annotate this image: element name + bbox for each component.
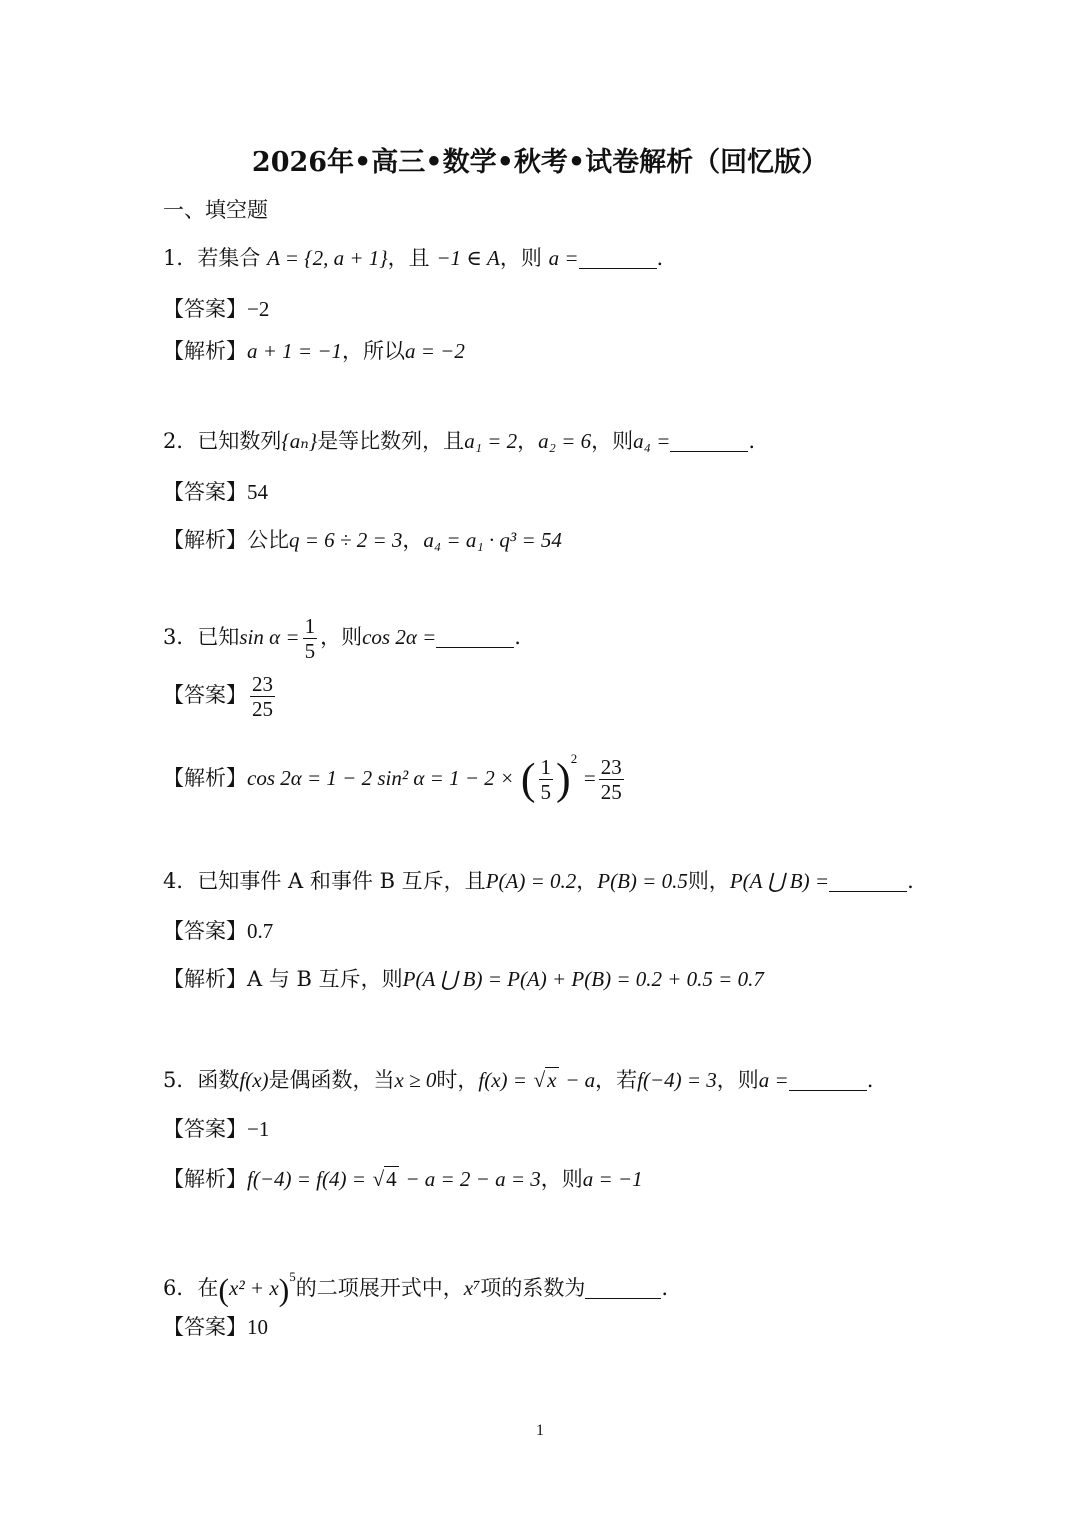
math-expression: {aₙ} xyxy=(281,429,318,453)
question-6: 6．在$(x^2 + x)^5$的二项展开式中，x⁷项的系数为 . xyxy=(163,1269,669,1308)
math-expression: f(−4) = f(4) = xyxy=(247,1167,366,1191)
analysis-text: ，所以 xyxy=(342,339,406,363)
question-text: 函数 xyxy=(197,1068,240,1092)
page-title: 2026年•高三•数学•秋考•试卷解析（回忆版） xyxy=(251,147,829,178)
question-text: ， xyxy=(517,429,539,453)
question-text: ，且 xyxy=(387,246,430,270)
math-expression: cos 2α = 1 − 2 sin² α = 1 − 2 × xyxy=(247,766,515,790)
math-expression: a = −1 xyxy=(582,1167,643,1191)
question-1: 1．若集合 A = {2, a + 1}，且 −1 ∈ A，则 a = . xyxy=(163,246,664,270)
analysis-text: ， xyxy=(402,528,424,552)
answer-blank xyxy=(579,248,657,269)
question-text: 已知 xyxy=(197,625,240,649)
analysis-text: A 与 B 互斥，则 xyxy=(247,967,403,991)
math-expression: = xyxy=(583,766,596,790)
section-heading: 一、填空题 xyxy=(163,198,268,222)
fraction-numerator: 23 xyxy=(600,755,622,779)
math-expression: − a xyxy=(565,1068,596,1092)
math-expression: sin α = xyxy=(239,625,300,649)
exponent: 5 xyxy=(289,1269,296,1284)
answer-value: −2 xyxy=(247,297,270,321)
analysis-label: 【解析】 xyxy=(163,967,247,991)
question-text: 时， xyxy=(436,1068,479,1092)
answer-value: −1 xyxy=(247,1117,270,1141)
fraction-denominator: 25 xyxy=(252,697,273,721)
answer-label: 【答案】 xyxy=(163,1315,247,1339)
math-expression: − a = 2 − a = 3 xyxy=(405,1167,541,1191)
answer-label: 【答案】 xyxy=(163,297,247,321)
math-expression: x ≥ 0 xyxy=(394,1068,437,1092)
question-4: 4．已知事件 A 和事件 B 互斥，且P(A) = 0.2，P(B) = 0.5则，P(A ⋃ B) = . xyxy=(163,869,914,893)
analysis-label: 【解析】 xyxy=(163,1167,247,1191)
fraction-denominator: 5 xyxy=(540,780,552,804)
math-expression: P(A ⋃ B) = xyxy=(729,869,830,893)
analysis-label: 【解析】 xyxy=(163,528,247,552)
answer-fraction xyxy=(250,672,275,721)
math-expression: A = {2, a + 1} xyxy=(267,246,388,270)
radicand: x xyxy=(547,1068,557,1092)
exponent: 2 xyxy=(570,751,578,766)
radicand: 4 xyxy=(386,1167,397,1191)
answer-label: 【答案】 xyxy=(163,919,247,943)
question-text: 则， xyxy=(687,869,730,893)
fraction-denominator: 5 xyxy=(304,639,316,663)
question-text: 若集合 xyxy=(197,246,261,270)
math-expression: a = −2 xyxy=(405,339,465,363)
question-text: 项的系数为 xyxy=(480,1276,586,1300)
analysis-text: 公比 xyxy=(247,528,289,552)
question-number: 4． xyxy=(163,869,198,893)
question-text: ，则 xyxy=(716,1068,759,1092)
answer-6 xyxy=(163,1312,268,1342)
math-expression: a = xyxy=(758,1068,789,1092)
answer-label: 【答案】 xyxy=(163,1117,247,1141)
math-expression: f(x) xyxy=(239,1068,269,1092)
analysis-4 xyxy=(163,964,764,994)
analysis-label: 【解析】 xyxy=(163,339,247,363)
question-text: ，若 xyxy=(595,1068,638,1092)
question-text: 是偶函数，当 xyxy=(268,1068,395,1092)
question-text: 是等比数列，且 xyxy=(317,429,465,453)
math-expression: P(B) = 0.5 xyxy=(597,869,688,893)
answer-blank xyxy=(789,1070,867,1091)
math-expression: a₄ = xyxy=(633,429,671,453)
question-number: 5． xyxy=(163,1068,198,1092)
answer-blank xyxy=(670,431,748,452)
math-expression: −1 ∈ A xyxy=(436,246,500,270)
question-3: 3．已知sin α = $\frac{1}{5}$ ，则cos 2α = . xyxy=(163,614,521,663)
answer-blank xyxy=(829,871,907,892)
answer-3 xyxy=(163,672,278,721)
analysis-text: ，则 xyxy=(540,1167,583,1191)
answer-blank xyxy=(585,1278,661,1299)
fraction xyxy=(303,614,318,663)
fraction xyxy=(539,755,554,804)
question-text: 已知数列 xyxy=(197,429,282,453)
question-text: 已知事件 A 和事件 B 互斥，且 xyxy=(197,869,486,893)
answer-1 xyxy=(163,294,269,324)
math-expression: P(A ⋃ B) = P(A) + P(B) = 0.2 + 0.5 = 0.7 xyxy=(402,967,764,991)
answer-4 xyxy=(163,916,273,946)
fraction-numerator: 1 xyxy=(304,614,316,638)
answer-label: 【答案】 xyxy=(163,480,247,504)
question-text: ， xyxy=(576,869,598,893)
question-text: ，则 xyxy=(320,625,363,649)
math-expression: P(A) = 0.2 xyxy=(485,869,577,893)
analysis-1 xyxy=(163,336,465,366)
question-text: 的二项展开式中， xyxy=(295,1276,464,1300)
analysis-5 xyxy=(163,1164,643,1194)
analysis-2 xyxy=(163,525,562,555)
math-expression: a = xyxy=(548,246,579,270)
math-expression: x² + x xyxy=(229,1276,279,1300)
answer-value: 54 xyxy=(247,480,268,504)
answer-label: 【答案】 xyxy=(163,683,247,707)
question-number: 6． xyxy=(163,1276,198,1300)
answer-blank xyxy=(436,627,514,648)
math-expression: a₁ = 2 xyxy=(464,429,518,453)
fraction-numerator: 1 xyxy=(540,755,552,779)
fraction-denominator: 25 xyxy=(600,780,622,804)
square-root: √4 xyxy=(372,1167,397,1191)
square-root: √x xyxy=(533,1068,557,1092)
question-text: 在 xyxy=(197,1276,219,1300)
fraction xyxy=(599,755,624,804)
question-5: 5．函数f(x)是偶函数，当x ≥ 0时，f(x) = √x − a，若f(−4) = 3，则a = . xyxy=(163,1065,873,1095)
answer-2 xyxy=(163,477,268,507)
math-expression: cos 2α = xyxy=(362,625,437,649)
math-expression: f(x) = xyxy=(478,1068,527,1092)
math-expression: x⁷ xyxy=(463,1276,481,1300)
fraction-numerator: 23 xyxy=(252,672,273,696)
analysis-3: 【解析】cos 2α = 1 − 2 sin² α = 1 − 2 × ( $\frac{1}{5}$ )$^2$ = $\frac{23}{25}$ xyxy=(163,751,622,804)
question-2: 2．已知数列{aₙ}是等比数列，且a₁ = 2，a₂ = 6，则a₄ = . xyxy=(163,429,756,453)
answer-5 xyxy=(163,1114,269,1144)
math-expression: a + 1 = −1 xyxy=(247,339,343,363)
answer-value: 0.7 xyxy=(247,919,274,943)
math-expression: a₂ = 6 xyxy=(538,429,592,453)
question-text: ，则 xyxy=(499,246,542,270)
answer-value: 10 xyxy=(247,1315,268,1339)
analysis-label: 【解析】 xyxy=(163,766,247,790)
math-expression: f(−4) = 3 xyxy=(637,1068,717,1092)
math-expression: a₄ = a₁ · q³ = 54 xyxy=(423,528,562,552)
question-number: 3． xyxy=(163,625,198,649)
math-expression: q = 6 ÷ 2 = 3 xyxy=(289,528,403,552)
page-number: 1 xyxy=(536,1422,544,1439)
question-text: ，则 xyxy=(591,429,634,453)
question-number: 1． xyxy=(163,246,198,270)
question-number: 2． xyxy=(163,429,198,453)
